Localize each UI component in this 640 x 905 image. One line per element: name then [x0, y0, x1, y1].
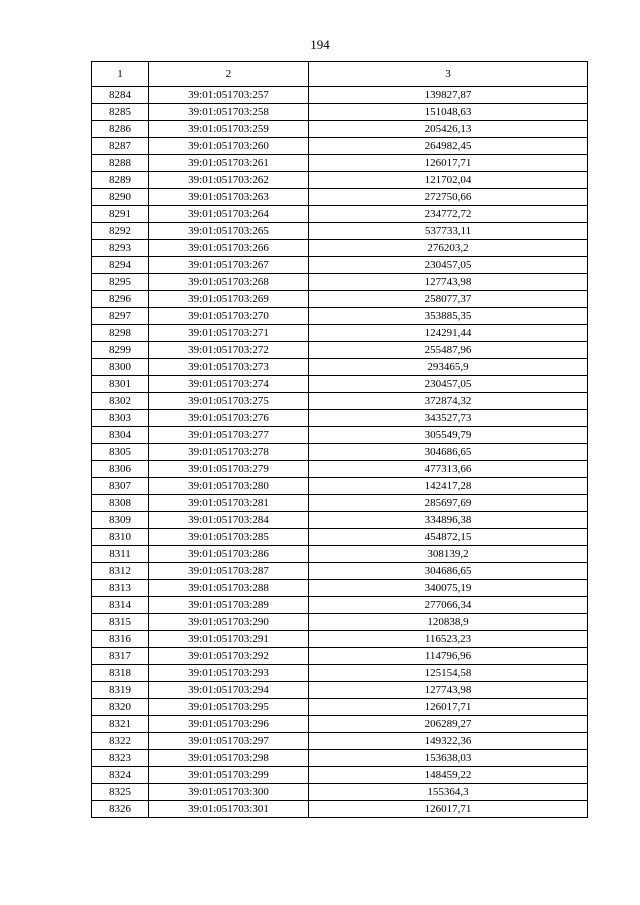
- cadastral-number-cell: 39:01:051703:262: [149, 172, 309, 189]
- cadastral-number-cell: 39:01:051703:281: [149, 495, 309, 512]
- table-row: [92, 359, 588, 376]
- cadastral-number-cell: 39:01:051703:259: [149, 121, 309, 138]
- row-number-cell: 8295: [92, 274, 149, 291]
- cadastral-number-cell: 39:01:051703:261: [149, 155, 309, 172]
- table-row: [92, 546, 588, 563]
- cadastral-number-cell: 39:01:051703:289: [149, 597, 309, 614]
- table-row: [92, 138, 588, 155]
- table-row: [92, 104, 588, 121]
- row-number-cell: 8314: [92, 597, 149, 614]
- table-row: [92, 189, 588, 206]
- row-number-cell: 8308: [92, 495, 149, 512]
- table-row: [92, 240, 588, 257]
- cadastral-number-cell: 39:01:051703:275: [149, 393, 309, 410]
- table-row: [92, 87, 588, 104]
- cadastral-number-cell: 39:01:051703:294: [149, 682, 309, 699]
- value-cell: 372874,32: [309, 393, 588, 410]
- table-row: [92, 461, 588, 478]
- table-row: [92, 648, 588, 665]
- value-cell: 205426,13: [309, 121, 588, 138]
- table-row: [92, 665, 588, 682]
- cadastral-number-cell: 39:01:051703:297: [149, 733, 309, 750]
- value-cell: 127743,98: [309, 274, 588, 291]
- value-cell: 149322,36: [309, 733, 588, 750]
- cadastral-number-cell: 39:01:051703:290: [149, 614, 309, 631]
- row-number-cell: 8290: [92, 189, 149, 206]
- cadastral-number-cell: 39:01:051703:299: [149, 767, 309, 784]
- value-cell: 264982,45: [309, 138, 588, 155]
- row-number-cell: 8326: [92, 801, 149, 818]
- table-row: [92, 512, 588, 529]
- row-number-cell: 8298: [92, 325, 149, 342]
- cadastral-number-cell: 39:01:051703:264: [149, 206, 309, 223]
- table-row: [92, 342, 588, 359]
- value-cell: 234772,72: [309, 206, 588, 223]
- value-cell: 293465,9: [309, 359, 588, 376]
- cadastral-number-cell: 39:01:051703:268: [149, 274, 309, 291]
- row-number-cell: 8293: [92, 240, 149, 257]
- value-cell: 230457,05: [309, 376, 588, 393]
- cadastral-number-cell: 39:01:051703:279: [149, 461, 309, 478]
- row-number-cell: 8292: [92, 223, 149, 240]
- row-number-cell: 8317: [92, 648, 149, 665]
- table-body: [92, 87, 588, 818]
- value-cell: 230457,05: [309, 257, 588, 274]
- table-row: [92, 393, 588, 410]
- table-row: [92, 376, 588, 393]
- row-number-cell: 8322: [92, 733, 149, 750]
- cadastral-number-cell: 39:01:051703:274: [149, 376, 309, 393]
- value-cell: 124291,44: [309, 325, 588, 342]
- cadastral-number-cell: 39:01:051703:296: [149, 716, 309, 733]
- table-row: [92, 257, 588, 274]
- value-cell: 454872,15: [309, 529, 588, 546]
- row-number-cell: 8301: [92, 376, 149, 393]
- cadastral-number-cell: 39:01:051703:293: [149, 665, 309, 682]
- cadastral-number-cell: 39:01:051703:292: [149, 648, 309, 665]
- row-number-cell: 8309: [92, 512, 149, 529]
- cadastral-number-cell: 39:01:051703:298: [149, 750, 309, 767]
- row-number-cell: 8319: [92, 682, 149, 699]
- table-row: [92, 716, 588, 733]
- value-cell: 121702,04: [309, 172, 588, 189]
- row-number-cell: 8310: [92, 529, 149, 546]
- row-number-cell: 8315: [92, 614, 149, 631]
- row-number-cell: 8318: [92, 665, 149, 682]
- value-cell: 477313,66: [309, 461, 588, 478]
- row-number-cell: 8284: [92, 87, 149, 104]
- value-cell: 258077,37: [309, 291, 588, 308]
- table-row: [92, 682, 588, 699]
- cadastral-number-cell: 39:01:051703:272: [149, 342, 309, 359]
- table-header: [92, 62, 588, 87]
- table-row: [92, 597, 588, 614]
- cadastral-number-cell: 39:01:051703:273: [149, 359, 309, 376]
- cadastral-number-cell: 39:01:051703:271: [149, 325, 309, 342]
- row-number-cell: 8286: [92, 121, 149, 138]
- row-number-cell: 8294: [92, 257, 149, 274]
- row-number-cell: 8306: [92, 461, 149, 478]
- value-cell: 114796,96: [309, 648, 588, 665]
- table-row: [92, 427, 588, 444]
- value-cell: 151048,63: [309, 104, 588, 121]
- row-number-cell: 8307: [92, 478, 149, 495]
- header-row: [92, 62, 588, 87]
- table-row: [92, 410, 588, 427]
- row-number-cell: 8287: [92, 138, 149, 155]
- column-header-1: 1: [92, 62, 149, 87]
- value-cell: 126017,71: [309, 699, 588, 716]
- cadastral-number-cell: 39:01:051703:265: [149, 223, 309, 240]
- table-row: [92, 529, 588, 546]
- row-number-cell: 8296: [92, 291, 149, 308]
- cadastral-number-cell: 39:01:051703:276: [149, 410, 309, 427]
- value-cell: 116523,23: [309, 631, 588, 648]
- cadastral-number-cell: 39:01:051703:263: [149, 189, 309, 206]
- value-cell: 125154,58: [309, 665, 588, 682]
- value-cell: 304686,65: [309, 444, 588, 461]
- table-row: [92, 495, 588, 512]
- cadastral-number-cell: 39:01:051703:286: [149, 546, 309, 563]
- value-cell: 277066,34: [309, 597, 588, 614]
- row-number-cell: 8303: [92, 410, 149, 427]
- cadastral-number-cell: 39:01:051703:285: [149, 529, 309, 546]
- column-header-3: 3: [309, 62, 588, 87]
- value-cell: 206289,27: [309, 716, 588, 733]
- cadastral-number-cell: 39:01:051703:269: [149, 291, 309, 308]
- row-number-cell: 8285: [92, 104, 149, 121]
- cadastral-number-cell: 39:01:051703:266: [149, 240, 309, 257]
- cadastral-number-cell: 39:01:051703:257: [149, 87, 309, 104]
- value-cell: 353885,35: [309, 308, 588, 325]
- cadastral-table: [91, 61, 588, 818]
- table-row: [92, 750, 588, 767]
- value-cell: 276203,2: [309, 240, 588, 257]
- row-number-cell: 8316: [92, 631, 149, 648]
- row-number-cell: 8320: [92, 699, 149, 716]
- value-cell: 155364,3: [309, 784, 588, 801]
- table-row: [92, 274, 588, 291]
- value-cell: 305549,79: [309, 427, 588, 444]
- table-row: [92, 444, 588, 461]
- row-number-cell: 8289: [92, 172, 149, 189]
- table-row: [92, 308, 588, 325]
- table-row: [92, 580, 588, 597]
- cadastral-number-cell: 39:01:051703:295: [149, 699, 309, 716]
- value-cell: 153638,03: [309, 750, 588, 767]
- table-row: [92, 172, 588, 189]
- value-cell: 537733,11: [309, 223, 588, 240]
- row-number-cell: 8288: [92, 155, 149, 172]
- value-cell: 255487,96: [309, 342, 588, 359]
- table-row: [92, 155, 588, 172]
- cadastral-number-cell: 39:01:051703:267: [149, 257, 309, 274]
- cadastral-number-cell: 39:01:051703:301: [149, 801, 309, 818]
- table-row: [92, 206, 588, 223]
- value-cell: 334896,38: [309, 512, 588, 529]
- row-number-cell: 8299: [92, 342, 149, 359]
- value-cell: 285697,69: [309, 495, 588, 512]
- cadastral-number-cell: 39:01:051703:287: [149, 563, 309, 580]
- value-cell: 308139,2: [309, 546, 588, 563]
- value-cell: 127743,98: [309, 682, 588, 699]
- value-cell: 304686,65: [309, 563, 588, 580]
- table-row: [92, 121, 588, 138]
- row-number-cell: 8297: [92, 308, 149, 325]
- row-number-cell: 8305: [92, 444, 149, 461]
- table-row: [92, 325, 588, 342]
- row-number-cell: 8304: [92, 427, 149, 444]
- value-cell: 343527,73: [309, 410, 588, 427]
- cadastral-number-cell: 39:01:051703:284: [149, 512, 309, 529]
- value-cell: 142417,28: [309, 478, 588, 495]
- row-number-cell: 8291: [92, 206, 149, 223]
- row-number-cell: 8312: [92, 563, 149, 580]
- cadastral-number-cell: 39:01:051703:280: [149, 478, 309, 495]
- table-row: [92, 614, 588, 631]
- page-number: 194: [310, 37, 330, 52]
- table-row: [92, 801, 588, 818]
- row-number-cell: 8311: [92, 546, 149, 563]
- table-row: [92, 733, 588, 750]
- row-number-cell: 8313: [92, 580, 149, 597]
- table-row: [92, 563, 588, 580]
- table-row: [92, 699, 588, 716]
- row-number-cell: 8302: [92, 393, 149, 410]
- cadastral-number-cell: 39:01:051703:277: [149, 427, 309, 444]
- row-number-cell: 8324: [92, 767, 149, 784]
- row-number-cell: 8325: [92, 784, 149, 801]
- cadastral-number-cell: 39:01:051703:291: [149, 631, 309, 648]
- table-row: [92, 478, 588, 495]
- row-number-cell: 8300: [92, 359, 149, 376]
- cadastral-number-cell: 39:01:051703:270: [149, 308, 309, 325]
- value-cell: 120838,9: [309, 614, 588, 631]
- table-row: [92, 223, 588, 240]
- value-cell: 148459,22: [309, 767, 588, 784]
- column-header-2: 2: [149, 62, 309, 87]
- value-cell: 340075,19: [309, 580, 588, 597]
- cadastral-number-cell: 39:01:051703:258: [149, 104, 309, 121]
- cadastral-number-cell: 39:01:051703:278: [149, 444, 309, 461]
- value-cell: 126017,71: [309, 155, 588, 172]
- table-row: [92, 291, 588, 308]
- table-row: [92, 631, 588, 648]
- cadastral-number-cell: 39:01:051703:288: [149, 580, 309, 597]
- value-cell: 139827,87: [309, 87, 588, 104]
- cadastral-number-cell: 39:01:051703:300: [149, 784, 309, 801]
- table-row: [92, 767, 588, 784]
- value-cell: 126017,71: [309, 801, 588, 818]
- row-number-cell: 8323: [92, 750, 149, 767]
- value-cell: 272750,66: [309, 189, 588, 206]
- table-row: [92, 784, 588, 801]
- row-number-cell: 8321: [92, 716, 149, 733]
- cadastral-number-cell: 39:01:051703:260: [149, 138, 309, 155]
